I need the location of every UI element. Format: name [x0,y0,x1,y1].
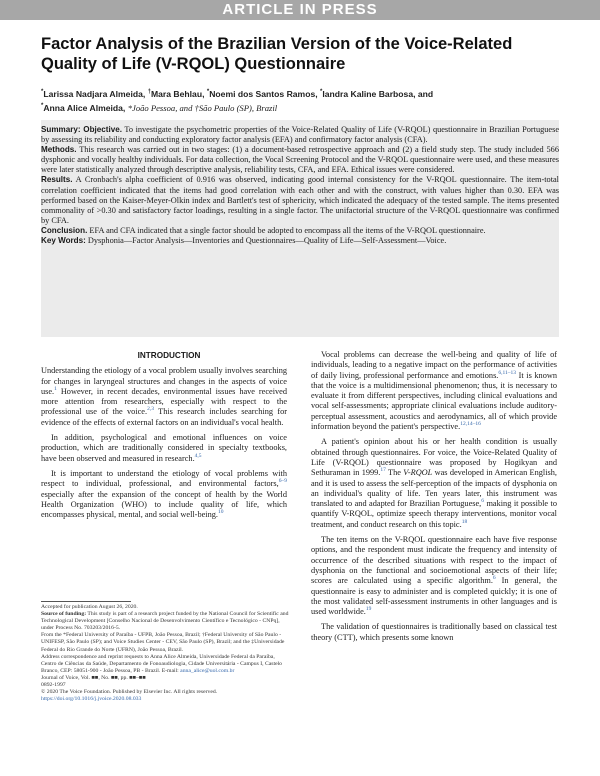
citation-link[interactable]: 1 [54,386,57,393]
correspondence-note: Address correspondence and reprint requests to Anna Alice Almeida, Universidade Federal da Paraíba, Centro de Ciências da Saúde, Departamento de Fonoaudiologia, Cidade Universitária - Campus I, Castelo Branco, CEP: 58051-900 - João Pessoa, PB - Brazil. E-mail: anna_alice@uol.com.br [41,653,283,674]
article-title: Factor Analysis of the Brazilian Version of the Voice-Related Quality of Life (V-RQOL) Questionnaire [41,35,513,73]
abstract-summary: Summary: Objective. To investigate the psychometric properties of the Voice-Related Quality of Life (V-RQOL) questionnaire in Brazilian Portuguese by assessing its reliability and conducting exploratory factor analysis (EFA) and confirmatory factor analysis (CFA). [41,125,560,145]
citation-link[interactable]: 6 [492,575,496,582]
abstract-methods: Methods. This research was carried out in two stages: (1) a document-based retrospective approach and (2) a field study step. The study included 566 dysphonic and vocally healthy individuals. For data collection, the Vocal Screening Protocol and the V-RQOL questionnaire were used, and these measures were later statistically analyzed through descriptive analysis, reliability tests, CFA, and EFA. Ethical issues were considered. [41,145,559,175]
email-link[interactable]: anna_alice@uol.com.br [180,667,235,674]
citation-link[interactable]: 18 [461,518,468,525]
author-5: Anna Alice Almeida, [43,102,126,113]
left-column [41,351,287,525]
copyright: © 2020 The Voice Foundation. Published by Elsevier Inc. All rights reserved. [41,689,218,696]
intro-paragraph-3: It is important to understand the etiology of vocal problems with respect to individual, professional, and environmental factors,$^{6-9}$ especially after the expansion of the concept of health by the World Health Organization (WHO) to include quality of life, which encompasses physical, mental, and social well-being.$^{10}$ [41,468,287,520]
footnotes [41,604,291,703]
article-in-press-banner: ARTICLE IN PRESS [0,0,600,20]
body-paragraph-2: A patient's opinion about his or her health condition is usually obtained through questionnaires. For voice, the Voice-Related Quality of Life (V-RQOL) questionnaire was proposed by Hogikyan and Sethuraman in 1999.17 The V-RQOL was developed in American English, and it is used to assess the self-perception of the impacts of dysphonia on an individual's quality of life. Ten years later, this instrument was translated to and adapted for Brazilian Portuguese,$^6$ making it possible to quantify V-RQOL, optimize speech therapy interventions, monitor vocal treatment, and conduct research on this topic.$^{18}$ [311,437,557,529]
citation-link[interactable]: 6 [481,498,485,505]
footnote-divider [41,601,131,602]
accepted-date: Accepted for publication August 26, 2020. [41,604,138,610]
citation-link[interactable]: 10 [217,509,224,516]
citation-link[interactable]: 4,5 [194,452,202,459]
body-paragraph-4: The validation of questionnaires is traditionally based on classical test theory (CTT), which presents some known [311,622,557,642]
intro-paragraph-1: Understanding the etiology of a vocal problem usually involves searching for changes in laryngeal structures and changes in the aspects of voice use.$^1$ However, in recent decades, environmental issues have received more attention from researchers, especially with respect to the professional use of the voice.$^{2,3}$ This research includes searching for evidence of the effects of external factors on an individual's vocal health. [41,366,288,427]
affiliation-note: From the *Federal University of Paraíba - UFPB, João Pessoa, Brazil; †Federal University of São Paulo - UNIFESP, São Paulo (SP); and Voice Studies Center - CEV, São Paulo (SP), Brazil; and the ‡Universidade Federal do Rio Grande do Norte (UFRN), João Pessoa, Brazil. [41,632,285,653]
intro-paragraph-2: In addition, psychological and emotional influences on voice production, which are traditionally considered in specialty textbooks, have been observed and measured in research.$^{4,5}$ [41,433,287,463]
section-heading-introduction: INTRODUCTION [137,351,201,360]
author-4: Iandra Kaline Barbosa, and [322,88,434,99]
citation-link[interactable]: 12,14–16 [460,421,481,428]
author-3: Noemi dos Santos Ramos, [209,88,318,99]
body-paragraph-3: The ten items on the V-RQOL questionnaire each have five response options, and the respondent must indicate the frequency and intensity of occurrence of the described situations with respect to the impact of dysphonia on the functional and socioemotional aspects of their life; scores are calculated using a specific algorithm.$^6$ In general, the questionnaire is easy to administer and is completed quickly; it is one of the most validated self-assessment instruments in other languages and is used worldwide.$^{19}$ [311,535,557,617]
author-1: Larissa Nadjara Almeida, [43,88,146,99]
citation-link[interactable]: 6–9 [278,478,287,485]
author-affiliation: *João Pessoa, and †São Paulo (SP), Brazil [127,102,278,113]
body-paragraph-1: Vocal problems can decrease the well-being and quality of life of individuals, leading to a negative impact on the performance of activities of daily living, professional performance and emotions.$^{6,11-13}$ It is known that the voice is a multidimensional phenomenon; thus, it is necessary to evaluate it from different perspectives, including clinical evaluations and vocal self-assessments; appropriate clinical evaluations include auditory-perceptual assessment, acoustics and aerodynamics, all of which provide information beyond the patient's perspective.$^{12,14-16}$ [311,350,557,432]
journal-info: Journal of Voice, Vol. ■■, No. ■■, pp. ■■–■■ [41,674,146,681]
abstract-keywords: Key Words: Dysphonia—Factor Analysis—Inventories and Questionnaires—Quality of Life—Self-Assessment—Voice. [41,236,447,246]
citation-link[interactable]: 17 [380,467,386,474]
citation-link[interactable]: 2,3 [147,406,154,413]
citation-link[interactable]: 19 [365,606,372,613]
abstract-conclusion: Conclusion. EFA and CFA indicated that a single factor should be adopted to encompass all the items of the V-RQOL questionnaire. [41,225,486,235]
abstract-box [41,120,559,337]
abstract-results: Results. A Cronbach's alpha coefficient of 0.916 was observed, indicating good internal consistency for the V-RQOL questionnaire. The item-total correlation coefficient indicated that the items had good correlation with each other and with the construct, with values higher than 0.30. EFA was performed based on the Kaiser-Meyer-Olkin index and Bartlett's test of sphericity, which indicated the adequacy of the tested sample. The items presented commonality of >0.30 and satisfactory factor loadings, resulting in a single factor. The unifactorial structure of the V-RQOL questionnaire was confirmed by CFA. [41,175,559,225]
issn: 0892-1997 [41,682,66,689]
funding-note: Source of funding: This study is part of a research project funded by the National Council for Scientific and Technological Development [Conselho Nacional de Desenvolvimento Científico e Tecnológico - CNPq], under Process No. 703203/2016-5. [41,611,289,632]
right-column [311,350,557,648]
author-2: Mara Behlau, [150,88,205,99]
doi-link[interactable]: https://doi.org/10.1016/j.jvoice.2020.08.033 [41,696,142,703]
author-list: *Larissa Nadjara Almeida, †Mara Behlau, *Noemi dos Santos Ramos, *Iandra Kaline Barbosa, and *Anna Alice Almeida, *João Pessoa, and †São Paulo (SP), Brazil [41,88,434,113]
citation-link[interactable]: 6,11–13 [498,369,517,376]
